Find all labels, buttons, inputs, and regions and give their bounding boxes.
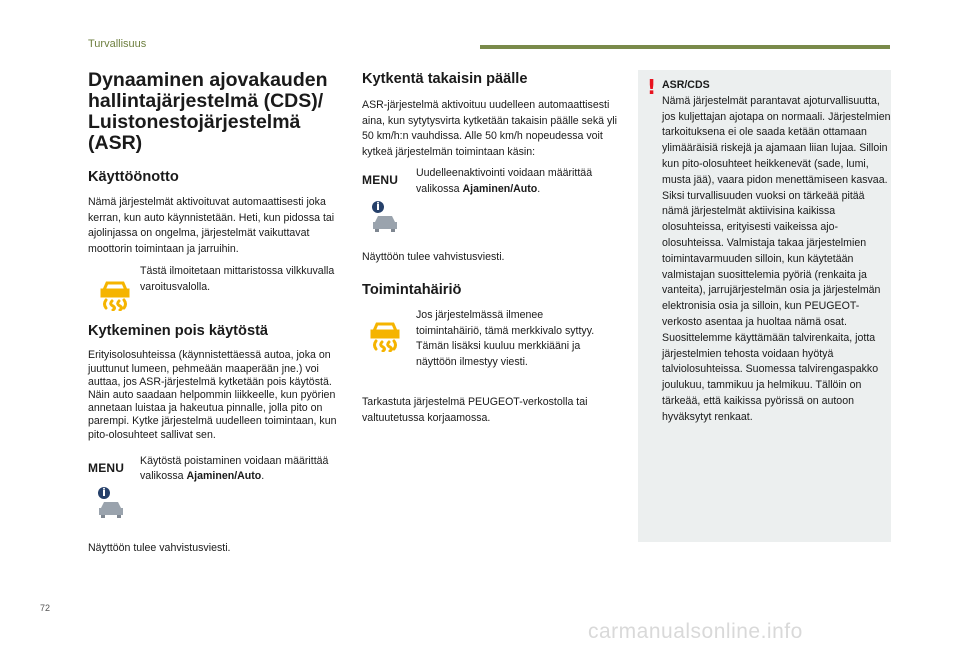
heading-activation: Käyttöönotto	[88, 169, 179, 185]
reactivation-menu-row	[362, 166, 618, 246]
activation-lamp-text: Tästä ilmoitetaan mittaristossa vilkkuvalla varoitusvalolla.	[140, 265, 335, 293]
warning-callout	[638, 70, 891, 542]
confirmation-text: Näyttöön tulee vahvistusviesti.	[88, 541, 231, 554]
paragraph-deactivation: Erityisolosuhteissa (käynnistettäessä autoa, joka on juuttunut lumeen, pehmeään maaperään jne.) voi auttaa, jos ASR-järjestelmä kytketään pois käytöstä. Näin auto saadaan helpommin liikkeelle, kun pyörien annetaan luistaa ja hakeutua pinnalle, jolla pito on parempi. Kytke järjestelmä uudelleen toimintaan, kun pito-olosuhteet sallivat sen.	[88, 349, 337, 441]
paragraph-fault: Tarkastuta järjestelmä PEUGEOT-verkostolla tai valtuutetussa korjaamossa.	[362, 395, 588, 424]
deactivation-menu-text: Käytöstä poistaminen voidaan määrittää valikossa Ajaminen/Auto.	[140, 454, 329, 483]
watermark: carmanualsonline.info	[588, 620, 803, 643]
fault-lamp-text: Jos järjestelmässä ilmenee toimintahäiriö, tämä merkkivalo syttyy. Tämän lisäksi kuuluu merkkiääni ja näyttöön ilmestyy viesti.	[416, 308, 595, 368]
column-middle	[362, 70, 618, 426]
car-info-icon	[370, 200, 400, 234]
menu-path: Ajaminen/Auto	[186, 470, 262, 483]
callout-text: Nämä järjestelmät parantavat ajoturvallisuutta, jos kuljettajan ajotapa on normaali. Järjestelmien tarkoituksena ei ole saada ketään ottamaan ylimääräisiä riskejä ja ajamaan liian lujaa. Silloin kun pito-olosuhteet heikkenevät (sade, lumi, musta jää), vaara pidon menettämiseen kasvaa. Siksi turvallisuuden vuoksi on tärkeää pitää nämä järjestelmät aktiivisina kaikissa olosuhteissa, erityisesti vaikeissa ajo-olosuhteissa. Valmistaja takaa järjestelmien toimintavarmuuden silloin, kun käytetään valmistajan suosittelemia pyöriä (renkaita ja vanteita), jarrujärjestelmän osia ja järjestelmän elektronisia osia ja silloin, kun PEUGEOT-verkosto asentaa ja huoltaa nämä osat. Suosittelemme käyttämään talvirenkaita, jotta järjestelmien tehosta voidaan hyötyä talviolosuhteissa. Suomessa talvirengaspakko joulukuu, tammikuu ja helmikuu. Tällöin on tärkeää, että kaikissa pyörissä on autoon hyväksytyt renkaat.	[662, 94, 891, 423]
heading-fault: Toimintahäiriö	[362, 281, 462, 298]
menu-path: Ajaminen/Auto	[462, 182, 538, 195]
section-label: Turvallisuus	[88, 38, 147, 50]
reactivation-menu-text: Uudelleenaktivointi voidaan määrittää valikossa Ajaminen/Auto.	[416, 167, 593, 195]
column-left	[88, 70, 338, 556]
paragraph-reactivation: ASR-järjestelmä aktivoituu uudelleen automaattisesti aina, kun sytytysvirta kytketään takaisin päälle sekä yli 50 km/h:n vauhdissa. Alle 50 km/h nopeudessa voit kytkeä järjestelmän toimintaan käsin:	[362, 99, 617, 158]
page-number: 72	[40, 603, 51, 613]
fault-lamp-row	[362, 310, 618, 394]
warning-exclamation-icon: !	[647, 75, 657, 99]
deactivation-menu-row	[88, 454, 338, 534]
heading-deactivation: Kytkeminen pois käytöstä	[88, 323, 269, 340]
paragraph-activation: Nämä järjestelmät aktivoituvat automaattisesti joka kerran, kun auto käynnistetään. Heti, kun pidossa tai ajolinjassa on ongelma, järjestelmät vaikuttavat moottorin toimintaan ja jarruihin.	[88, 196, 335, 255]
stability-warning-lamp-icon	[98, 277, 132, 311]
menu-key-label: MENU	[88, 460, 125, 475]
page-title: Dynaaminen ajovakauden hallintajärjestelmä (CDS)/ Luistonestojärjestelmä (ASR)	[88, 69, 328, 154]
stability-warning-lamp-icon	[368, 318, 402, 352]
confirmation-text: Näyttöön tulee vahvistusviesti.	[362, 251, 505, 264]
callout-heading: ASR/CDS	[662, 79, 710, 91]
heading-reactivation: Kytkentä takaisin päälle	[362, 71, 528, 87]
header-rule	[480, 45, 890, 49]
activation-lamp-row	[88, 265, 338, 317]
menu-key-label: MENU	[362, 173, 399, 188]
car-info-icon	[96, 486, 126, 520]
